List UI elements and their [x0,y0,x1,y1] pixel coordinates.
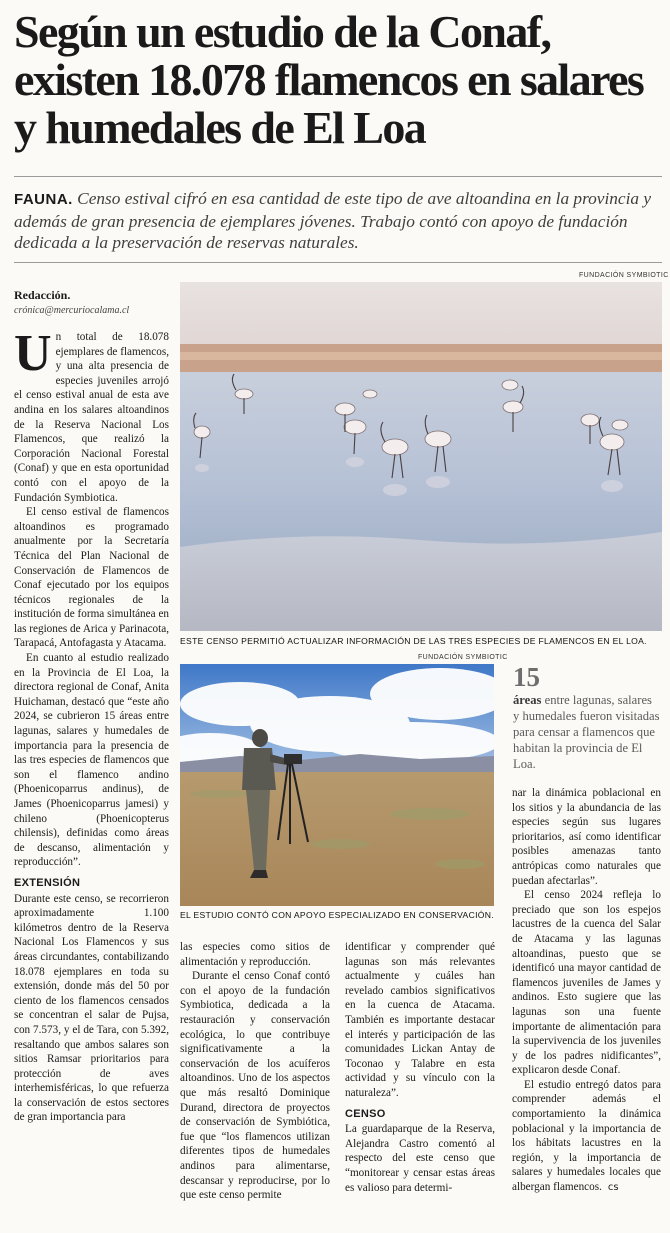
stat-box [513,662,661,772]
photographer-photo [180,664,494,906]
col3-heading: CENSO [345,1107,386,1120]
bottom-photo-caption: EL ESTUDIO CONTÓ CON APOYO ESPECIALIZADO EN CONSERVACIÓN. [180,910,494,920]
col1-paragraph-3: En cuanto al estudio realizado en la Provincia de El Loa, la directora regional de Conaf, Anita Huichaman, destacó que “este año 2024, se cubrieron 15 áreas entre lagunas, salares y humedales de importancia para la presencia de las tres especies de flamencos que son el flamenco andino (Phoenicoparrus andinus), de James (Phoenicoparrus jamesi) y chileno (Phoenicopterus chilensis), definidas como áreas de descanso, alimentación y reproducción”. [14,652,169,869]
lead-rule [14,262,662,263]
col2-paragraph-1: las especies como sitios de alimentación y reproducción. [180,941,330,968]
headline: Según un estudio de la Conaf, existen 18.078 flamencos en salares y humedales de El Loa [14,6,644,153]
col1-paragraph-1 [14,325,169,505]
col4-paragraph-1: nar la dinámica poblacional en los sitios y la abundancia de las especies según sus lugares prioritarios, así como identificar posibles amenazas tanto antrópicas como naturales que puedan afectarlas”. [512,787,661,887]
lead-paragraph [14,188,658,254]
col4-p3-text: El estudio entregó datos para comprender además el comportamiento la dinámica poblacional y la importancia de los hábitats lacustres en la región, y la importancia de salares y humedales locales que albergan flamencos. [512,1078,661,1194]
bottom-photo-credit: FUNDACIÓN SYMBIOTIC [418,654,508,661]
stat-text: entre lagunas, salares y humedales fueron visitadas para censar a flamencos que habitan la provincia de El Loa. [513,693,660,771]
column-2 [180,940,330,1203]
stat-bold: áreas [513,693,542,707]
byline-name: Redacción. [14,288,71,302]
col4-paragraph-2: El censo 2024 refleja lo preciado que son los espejos lacustres de la cuenca del Salar de Atacama y las lagunas altoandinas, puesto que se identificó una mayor cantidad de flamencos juveniles de James y andinos. Esto sugiere que las lagunas son una fuente importante de alimentación para la supervivencia de los juveniles y de los padres nidificantes”, explicaron desde Conaf. [512,889,661,1077]
byline [14,288,169,316]
col3-paragraph-1: identificar y comprender qué lagunas son más relevantes actualmente y cuáles han revelado cambios significativos en la cuenca de Atacama. También es importante destacar el interés y participación de las comunidades Lickan Antay de Toconao y Talabre en esta actividad y su vínculo con la naturaleza”. [345,941,495,1099]
lead-kicker: FAUNA. [14,191,73,208]
stat-number: 15 [513,662,540,692]
col2-paragraph-2: Durante el censo Conaf contó con el apoyo de la fundación Symbiotica, dedicada a la restauración y conservación ecológica, lo que contribuye significativamente a la conservación de los acuíferos altoandinos. Uno de los aspectos que más resaltó Dominique Durand, directora de proyectos de conservación de Symbiótica, fue que “los flamencos utilizan diferentes tipos de humedales andinos para alimentarse, descansar y reproducirse, por lo que este censo permite [180,970,330,1202]
col1-heading: EXTENSIÓN [14,876,81,889]
column-3 [345,940,495,1195]
column-1 [14,325,169,1125]
col1-p1-text: n total de 18.078 ejemplares de flamencos, y una alta presencia de especies juveniles arrojó el censo estival anual de esta ave andina en los salares altoandinos de la Reserva Nacional Los Flamencos, que realizó la Corporación Nacional Forestal (Conaf) y que en esta oportunidad contó con el apoyo de la Fundación Symbiotica. [14,331,169,504]
flamingos-photo [180,282,662,631]
byline-email: crónica@mercuriocalama.cl [14,305,130,316]
column-4 [512,786,661,1196]
top-photo-caption: ESTE CENSO PERMITIÓ ACTUALIZAR INFORMACIÓN DE LAS TRES ESPECIES DE FLAMENCOS EN EL LOA. [180,636,647,646]
lead-text: Censo estival cifró en esa cantidad de este tipo de ave altoandina en la provincia y además de gran presencia de ejemplares jóvenes. Trabajo contó con apoyo de fundación dedicada a la preservación de reservas naturales. [14,189,652,252]
col1-paragraph-4: Durante este censo, se recorrieron aproximadamente 1.100 kilómetros dentro de la Reserva Nacional Los Flamencos y sus áreas circundantes, contabilizando 18.078 ejemplares en toda su extensión, donde más del 50 por ciento de los flamencos censados se concentran el salar de Pujsa, con 7.573, y el de Tara, con 5.392, resaltando que ambos salares son sitios Ramsar prioritarios para protección de aves interhemisféricas, lo que refuerza la conservación de estos sectores de gran importancia para [14,892,169,1124]
top-photo-credit: FUNDACIÓN SYMBIOTIC [579,272,669,279]
col4-paragraph-3 [512,1078,661,1196]
end-mark: cs [607,1182,619,1194]
col1-paragraph-2: El censo estival de flamencos altoandinos es programado anualmente por la Secretaría Técnica del Plan Nacional de Conservación de Flamencos de Conaf ejecutado por los equipos técnicos regionales de la institución de forma simultánea en las regiones de Arica y Parinacota, Tarapacá, Antofagasta y Atacama. [14,506,169,650]
headline-rule [14,176,662,177]
col3-paragraph-2: La guardaparque de la Reserva, Alejandra Castro comentó al respecto del este censo que “monitorear y censar estas áreas es valioso para determi- [345,1123,495,1194]
dropcap: U [14,325,52,382]
